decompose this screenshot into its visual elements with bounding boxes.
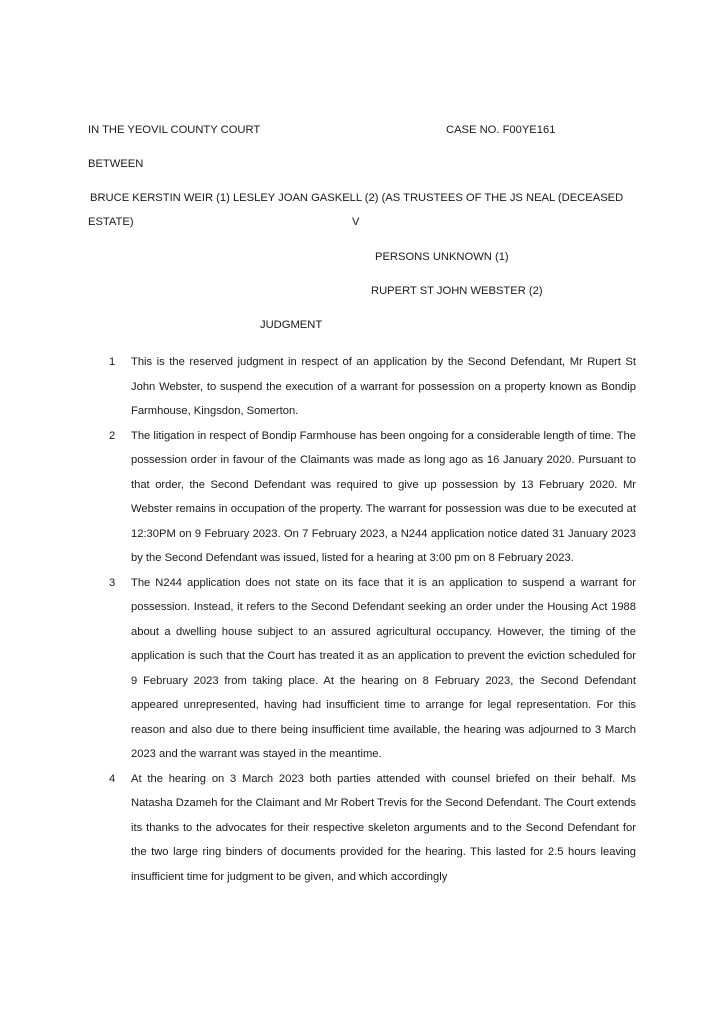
- case-number: CASE NO. F00YE161: [446, 124, 556, 136]
- court-name: IN THE YEOVIL COUNTY COURT: [88, 124, 261, 136]
- paragraph-text: The N244 application does not state on its face that it is an application to suspend a warrant for possession. Instead, it refers to the Second Defendant seeking an order under the Housing Act 1988 about a dwelling house subject to an assured agricultural occupancy. However, the timing of the application is such that the Court has treated it as an application to prevent the eviction scheduled for 9 February 2023 from taking place. At the hearing on 8 February 2023, the Second Defendant appeared unrepresented, having had insufficient time to arrange for legal representation. For this reason and also due to there being insufficient time available, the hearing was adjourned to 3 March 2023 and the warrant was stayed in the meantime.: [131, 576, 636, 760]
- paragraph-1: [0, 350, 725, 424]
- paragraph-4: [0, 767, 725, 890]
- paragraph-text: At the hearing on 3 March 2023 both parties attended with counsel briefed on their behalf. Ms Natasha Dzameh for the Claimant and Mr Robert Trevis for the Second Defendant. The Court extends its thanks to the advocates for their respective skeleton arguments and to the Second Defendant for the two large ring binders of documents provided for the hearing. This lasted for 2.5 hours leaving insufficient time for judgment to be given, and which accordingly: [131, 772, 636, 883]
- paragraph-3: [0, 571, 725, 767]
- paragraph-number: 2: [109, 429, 116, 442]
- between-label: BETWEEN: [88, 158, 144, 170]
- paragraph-number: 4: [109, 772, 116, 785]
- paragraph-2: [0, 424, 725, 571]
- paragraph-number: 1: [109, 356, 116, 368]
- defendant-2: RUPERT ST JOHN WEBSTER (2): [371, 285, 543, 297]
- judgment-heading: JUDGMENT: [260, 319, 323, 331]
- paragraph-number: 3: [109, 576, 116, 589]
- claimants-line-1: BRUCE KERSTIN WEIR (1) LESLEY JOAN GASKELL (2) (AS TRUSTEES OF THE JS NEAL (DECEASED: [90, 192, 624, 204]
- paragraph-text: The litigation in respect of Bondip Farmhouse has been ongoing for a considerable length of time. The possession order in favour of the Claimants was made as long ago as 16 January 2020. Pursuant to that order, the Second Defendant was required to give up possession by 13 February 2020. Mr Webster remains in occupation of the property. The warrant for possession was due to be executed at 12:30PM on 9 February 2023. On 7 February 2023, a N244 application notice dated 31 January 2023 by the Second Defendant was issued, listed for a hearing at 3:00 pm on 8 February 2023.: [131, 429, 636, 564]
- judgment-body: [0, 350, 725, 889]
- versus-label: V: [352, 216, 360, 228]
- paragraph-text: This is the reserved judgment in respect of an application by the Second Defendant, Mr Rupert St John Webster, to suspend the execution of a warrant for possession on a property known as Bondip Farmhouse, Kingsdon, Somerton.: [131, 356, 636, 417]
- defendant-1: PERSONS UNKNOWN (1): [375, 251, 509, 263]
- claimants-line-2: ESTATE): [88, 216, 134, 228]
